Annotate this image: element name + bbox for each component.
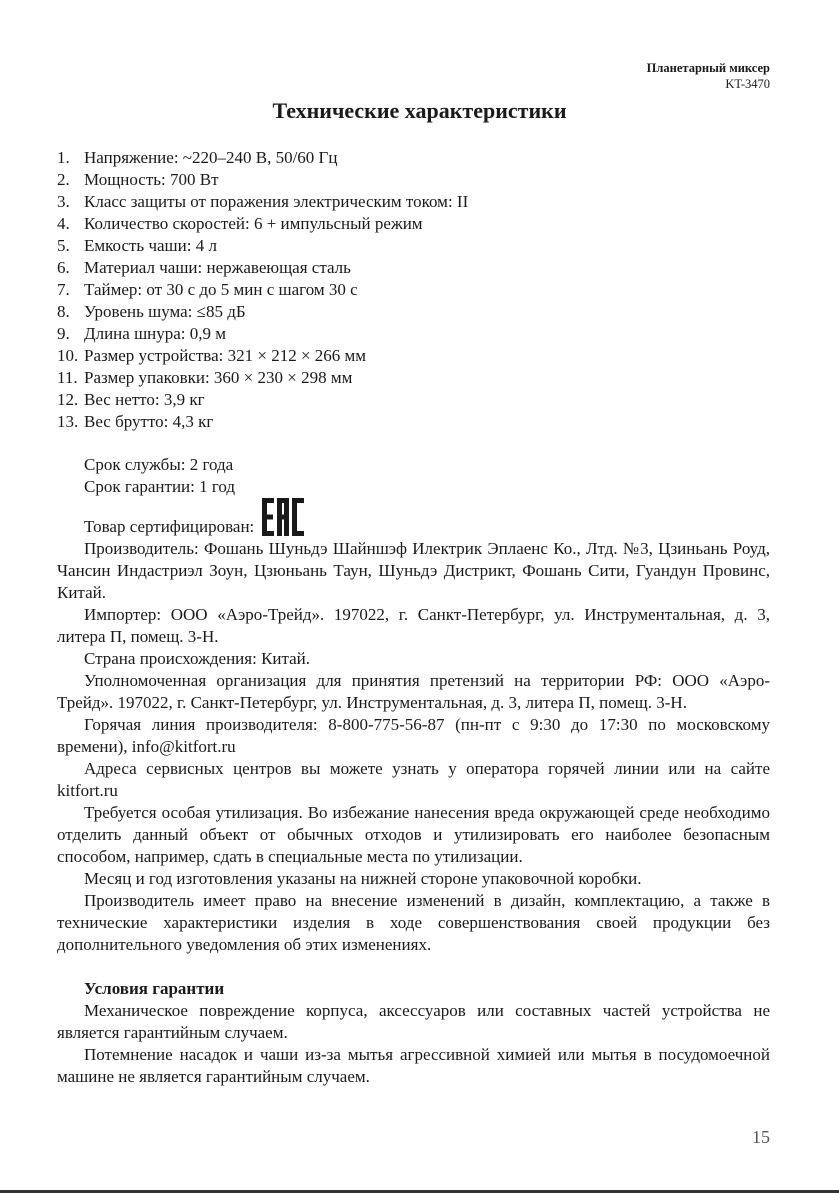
service-centers: Адреса сервисных центров вы можете узнать у оператора горячей линии или на сайте kitfort.ru bbox=[57, 759, 770, 800]
spec-text: Вес нетто: 3,9 кг bbox=[84, 390, 205, 409]
spec-text: Материал чаши: нержавеющая сталь bbox=[84, 258, 351, 277]
spec-item bbox=[57, 367, 468, 389]
spec-item bbox=[57, 147, 468, 169]
spec-item bbox=[57, 169, 468, 191]
spec-number: 3. bbox=[57, 192, 70, 211]
spec-item bbox=[57, 389, 468, 411]
spec-number: 4. bbox=[57, 214, 70, 233]
spec-number: 12. bbox=[57, 390, 79, 409]
section-gap bbox=[57, 956, 770, 978]
header-product: Планетарный миксер bbox=[646, 61, 770, 75]
spec-number: 7. bbox=[57, 280, 70, 299]
spec-item bbox=[57, 345, 468, 367]
spec-number: 9. bbox=[57, 324, 70, 343]
hotline: Горячая линия производителя: 8-800-775-56-87 (пн-пт с 9:30 до 17:30 по московскому времени), info@kitfort.ru bbox=[57, 715, 770, 756]
disposal-notice: Требуется особая утилизация. Во избежание нанесения вреда окружающей среде необходимо отделить данный объект от обычных отходов и утилизировать его наиболее безопасным способом, например, сдать в специальные места по утилизации. bbox=[57, 803, 770, 866]
spec-text: Размер упаковки: 360 × 230 × 298 мм bbox=[84, 368, 353, 387]
warranty-title: Условия гарантии bbox=[84, 979, 225, 998]
spec-text: Размер устройства: 321 × 212 × 266 мм bbox=[84, 346, 367, 365]
spec-text: Вес брутто: 4,3 кг bbox=[84, 412, 214, 431]
authorized-organization: Уполномоченная организация для принятия претензий на территории РФ: ООО «Аэро-Трейд». 197022, г. Санкт-Петербург, ул. Инструментальная, д. 3, литера П, помещ. 3-Н. bbox=[57, 671, 770, 712]
spec-item bbox=[57, 235, 468, 257]
spec-text: Длина шнура: 0,9 м bbox=[84, 324, 227, 343]
certification-line bbox=[57, 498, 770, 538]
country-of-origin: Страна происхождения: Китай. bbox=[84, 649, 311, 668]
page-title: Технические характеристики bbox=[272, 98, 567, 123]
spec-item bbox=[57, 323, 468, 345]
page-number: 15 bbox=[752, 1127, 770, 1147]
manufacture-date-notice: Месяц и год изготовления указаны на нижней стороне упаковочной коробки. bbox=[84, 869, 642, 888]
warranty-paragraph: Механическое повреждение корпуса, аксессуаров или составных частей устройства не является гарантийным случаем. bbox=[57, 1001, 770, 1042]
spec-text: Мощность: 700 Вт bbox=[84, 170, 219, 189]
importer: Импортер: ООО «Аэро-Трейд». 197022, г. Санкт-Петербург, ул. Инструментальная, д. 3, литера П, помещ. 3-Н. bbox=[57, 605, 770, 646]
spec-number: 1. bbox=[57, 148, 70, 167]
spec-number: 10. bbox=[57, 346, 79, 365]
changes-notice: Производитель имеет право на внесение изменений в дизайн, комплектацию, а также в технические характеристики изделия в ходе совершенствования своей продукции без дополнительного уведомления об этих изменениях. bbox=[57, 891, 770, 954]
spec-text: Емкость чаши: 4 л bbox=[84, 236, 217, 255]
info-section bbox=[57, 454, 770, 1088]
spec-number: 11. bbox=[57, 368, 78, 387]
warranty-paragraph: Потемнение насадок и чаши из-за мытья агрессивной химией или мытья в посудомоечной машине не является гарантийным случаем. bbox=[57, 1045, 770, 1086]
spec-item bbox=[57, 213, 468, 235]
header-model: KT-3470 bbox=[725, 77, 770, 91]
spec-number: 6. bbox=[57, 258, 70, 277]
spec-item bbox=[57, 411, 468, 433]
spec-item bbox=[57, 191, 468, 213]
specs-list bbox=[57, 147, 468, 433]
page-header bbox=[647, 60, 770, 92]
spec-number: 13. bbox=[57, 412, 79, 431]
eac-mark-icon bbox=[262, 498, 304, 536]
spec-text: Таймер: от 30 с до 5 мин с шагом 30 с bbox=[84, 280, 358, 299]
spec-text: Количество скоростей: 6 + импульсный режим bbox=[84, 214, 423, 233]
service-life: Срок службы: 2 года bbox=[84, 455, 234, 474]
spec-number: 5. bbox=[57, 236, 70, 255]
warranty-period: Срок гарантии: 1 год bbox=[84, 477, 236, 496]
spec-number: 8. bbox=[57, 302, 70, 321]
spec-item bbox=[57, 279, 468, 301]
certified-label: Товар сертифицирован: bbox=[84, 517, 255, 536]
spec-text: Напряжение: ~220–240 В, 50/60 Гц bbox=[84, 148, 338, 167]
spec-item bbox=[57, 301, 468, 323]
manufacturer: Производитель: Фошань Шуньдэ Шайншэф Илектрик Эплаенс Ко., Лтд. №3, Цзиньань Роуд, Чансин Индастриэл Зоун, Цзюньань Таун, Шуньдэ Дистрикт, Фошань Сити, Гуандун Провинс, Китай. bbox=[57, 539, 770, 602]
spec-item bbox=[57, 257, 468, 279]
spec-text: Уровень шума: ≤85 дБ bbox=[84, 302, 246, 321]
spec-text: Класс защиты от поражения электрическим током: II bbox=[84, 192, 469, 211]
spec-number: 2. bbox=[57, 170, 70, 189]
